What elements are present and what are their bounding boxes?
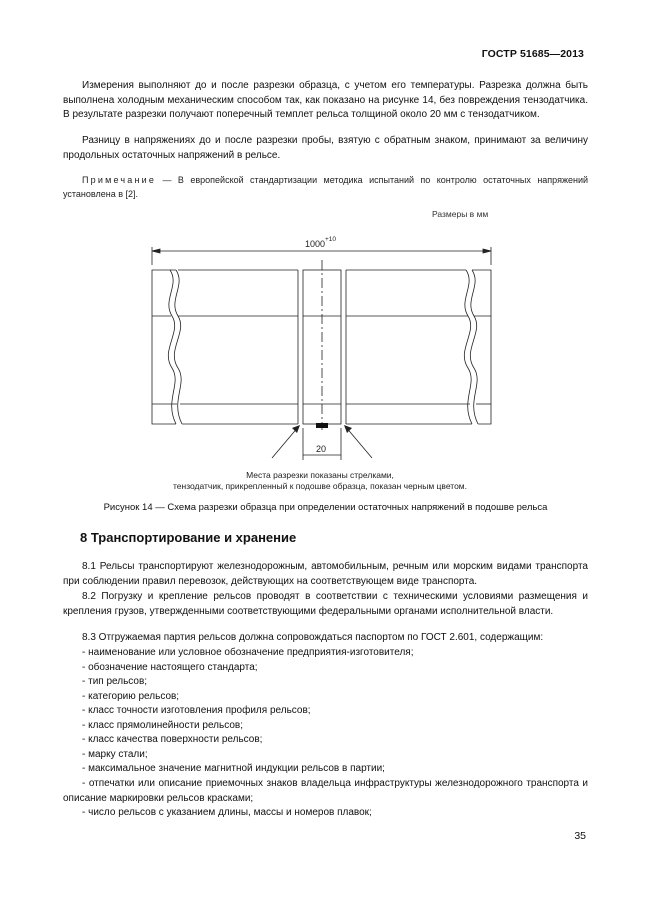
paragraph-8-1: 8.1 Рельсы транспортируют железнодорожным, автомобильным, речным или морским видами транспорта при соблюдении правил перевозок, действующих на соответствующем виде транспорта. xyxy=(63,561,588,587)
list-item: - наименование или условное обозначение предприятия-изготовителя; xyxy=(82,647,414,658)
rail-left-break xyxy=(168,270,176,424)
paragraph-measurement: Измерения выполняют до и после разрезки образца, с учетом его температуры. Разрезка должна быть выполнена холодным механическим способом так, как показано на рисунке 14, без повреждения тензодатчика. В результате разрезки получают поперечный темплет рельса толщиной около 20 мм с тензодатчиком. xyxy=(63,80,588,120)
note-label: Примечание xyxy=(82,175,157,185)
figure-caption-line2: тензодатчик, прикрепленный к подошве образца, показан черным цветом. xyxy=(172,481,468,491)
figure-title: Рисунок 14 — Схема разрезки образца при определении остаточных напряжений в подошве рельса xyxy=(103,502,548,513)
list-item: - категорию рельсов; xyxy=(82,691,180,702)
dim-arrow-left xyxy=(152,249,160,253)
dim-total-label: 1000 xyxy=(305,239,326,249)
list-item: - обозначение настоящего стандарта; xyxy=(82,662,258,673)
paragraph-8-3: 8.3 Отгружаемая партия рельсов должна сопровождаться паспортом по ГОСТ 2.601, содержащим: xyxy=(82,632,544,643)
list-item: - класс прямолинейности рельсов; xyxy=(82,720,243,731)
note-text: — В европейской стандартизации методика испытаний по контролю остаточных напряжений установлена в [2]. xyxy=(63,175,588,199)
page-number: 35 xyxy=(574,830,586,842)
dim-arrow-right xyxy=(483,249,491,253)
dim-slice-label: 20 xyxy=(316,444,327,454)
section-heading: 8 Транспортирование и хранение xyxy=(80,530,297,545)
cut-arrowhead-right xyxy=(344,425,352,433)
list-item: - марку стали; xyxy=(82,749,148,760)
list-item: - тип рельсов; xyxy=(82,676,148,687)
paragraph-stress-difference: Разницу в напряжениях до и после разрезки пробы, взятую с обратным знаком, принимают за величину продольных остаточных напряжений в рельсе. xyxy=(63,135,588,161)
rail-left-break-inner xyxy=(174,270,182,424)
list-item: - класс точности изготовления профиля рельсов; xyxy=(82,705,311,716)
list-item: - число рельсов с указанием длины, массы и номеров плавок; xyxy=(82,807,372,818)
paragraph-8-2: 8.2 Погрузку и крепление рельсов проводят в соответствии с техническими условиями размещения и крепления грузов, утвержденными соответствующими федеральными органами исполнительной власти. xyxy=(63,591,588,617)
list-item: - отпечатки или описание приемочных знаков владельца инфраструктуры железнодорожного транспорта и описание маркировки рельсов красками; xyxy=(63,778,588,804)
dim-tolerance-label: +10 xyxy=(325,236,337,243)
cut-arrowhead-left xyxy=(292,425,300,433)
figure-caption-line1: Места разрезки показаны стрелками, xyxy=(246,470,394,480)
list-item: - максимальное значение магнитной индукции рельсов в партии; xyxy=(82,763,385,774)
units-note: Размеры в мм xyxy=(432,209,489,219)
strain-gauge xyxy=(316,423,328,428)
rail-right-break-inner xyxy=(470,270,478,424)
list-item: - класс качества поверхности рельсов; xyxy=(82,734,263,745)
document-header: ГОСТР 51685—2013 xyxy=(481,48,584,60)
rail-right-outline xyxy=(472,270,491,424)
rail-right-break xyxy=(464,270,472,424)
